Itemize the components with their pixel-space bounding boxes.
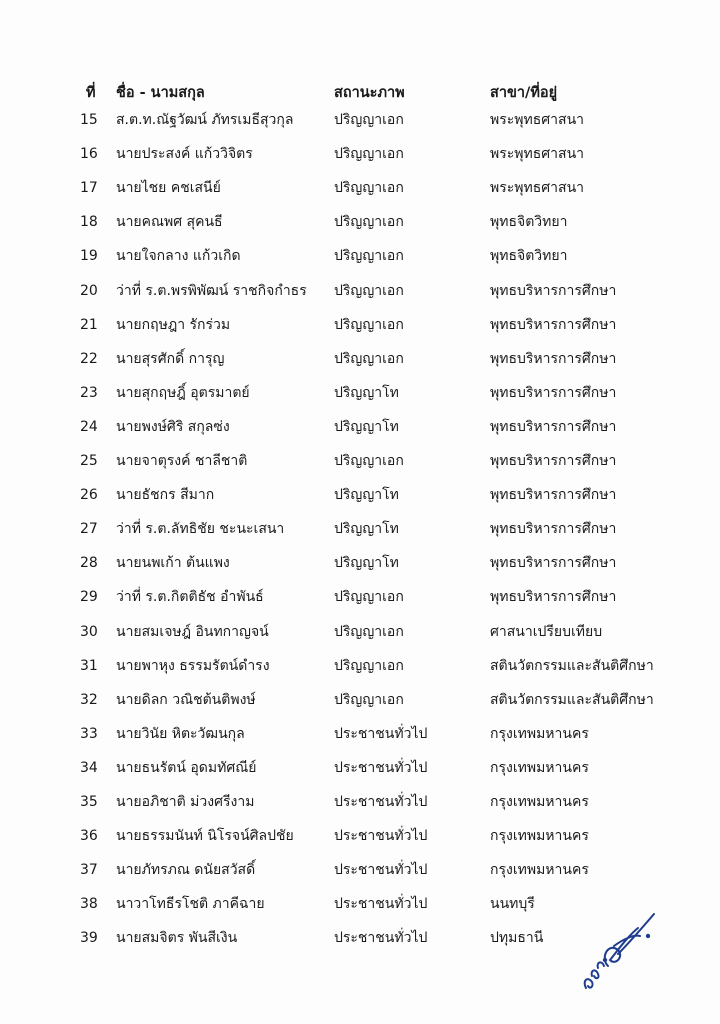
row-status: ปริญญาเอก	[334, 691, 404, 708]
header-status: สถานะภาพ	[334, 85, 405, 101]
row-name: นายประสงค์ แก้ววิจิตร	[116, 146, 253, 163]
row-branch: พระพุทธศาสนา	[490, 112, 584, 128]
row-status: ปริญญาเอก	[334, 657, 404, 674]
row-status: ประชาชนทั่วไป	[334, 862, 428, 879]
table-row	[0, 582, 720, 612]
row-branch: พุทธบริหารการศึกษา	[490, 418, 617, 435]
table-row	[0, 139, 720, 169]
row-branch: กรุงเทพมหานคร	[490, 828, 589, 845]
row-status: ปริญญาเอก	[334, 282, 404, 299]
table-row	[0, 207, 720, 237]
row-name: ว่าที่ ร.ต.พรพิพัฒน์ ราชกิจกำธร	[116, 282, 307, 299]
row-status: ประชาชนทั่วไป	[334, 759, 428, 776]
row-status: ปริญญาเอก	[334, 589, 404, 606]
row-status: ปริญญาเอก	[334, 623, 404, 640]
row-status: ประชาชนทั่วไป	[334, 794, 428, 810]
header-name: ชื่อ - นามสกุล	[116, 85, 205, 101]
row-name: นายพาหุง ธรรมรัตน์ดำรง	[116, 657, 270, 674]
row-number: 25	[80, 453, 98, 469]
table-row	[0, 480, 720, 510]
row-number: 38	[80, 896, 98, 913]
table-row	[0, 514, 720, 544]
row-number: 26	[80, 487, 98, 504]
row-branch: ศาสนาเปรียบเทียบ	[490, 623, 603, 640]
header-branch: สาขา/ที่อยู่	[490, 85, 558, 101]
header-no: ที่	[86, 85, 96, 101]
row-number: 16	[80, 146, 98, 163]
row-name: นายสุกฤษฎิ์ อุตรมาตย์	[116, 384, 250, 401]
row-branch: พุทธจิตวิทยา	[490, 214, 568, 231]
row-status: ประชาชนทั่วไป	[334, 725, 428, 742]
row-number: 39	[80, 930, 98, 947]
table-row	[0, 173, 720, 203]
row-branch: สตินวัตกรรมและสันติศึกษา	[490, 657, 654, 674]
table-row	[0, 787, 720, 817]
row-name: นายใจกลาง แก้วเกิด	[116, 248, 241, 265]
row-status: ประชาชนทั่วไป	[334, 828, 428, 845]
row-branch: พุทธบริหารการศึกษา	[490, 350, 617, 367]
row-branch: พุทธบริหารการศึกษา	[490, 487, 617, 504]
row-name: นายคณพศ สุคนธี	[116, 214, 223, 231]
table-row	[0, 241, 720, 271]
table-row	[0, 412, 720, 442]
row-status: ปริญญาเอก	[334, 248, 404, 265]
row-name: นายสมจิตร พันสีเงิน	[116, 930, 238, 947]
row-branch: นนทบุรี	[490, 896, 535, 913]
row-number: 34	[80, 759, 98, 776]
row-branch: สตินวัตกรรมและสันติศึกษา	[490, 691, 654, 708]
row-name: นายภัทรภณ ดนัยสวัสดิ์	[116, 862, 256, 879]
table-row	[0, 753, 720, 783]
row-name: นายกฤษฎา รักร่วม	[116, 316, 231, 333]
table-row	[0, 276, 720, 306]
row-branch: พุทธจิตวิทยา	[490, 248, 568, 265]
row-number: 23	[80, 384, 98, 401]
row-number: 32	[80, 691, 98, 708]
row-status: ปริญญาโท	[334, 555, 399, 572]
row-name: นายไชย คชเสนีย์	[116, 180, 221, 197]
row-number: 30	[80, 623, 98, 640]
row-name: นายนพเก้า ต้นแพง	[116, 555, 230, 572]
row-name: นายดิลก วณิชต้นติพงษ์	[116, 691, 256, 708]
row-branch: พุทธบริหารการศึกษา	[490, 555, 617, 572]
row-branch: พุทธบริหารการศึกษา	[490, 282, 617, 299]
row-name: นายธัชกร สีมาก	[116, 487, 215, 504]
row-number: 29	[80, 589, 98, 606]
row-status: ปริญญาโท	[334, 487, 399, 504]
row-name: นาวาโทธีรโชติ ภาคีฉาย	[116, 896, 265, 913]
row-number: 31	[80, 657, 98, 674]
row-name: ว่าที่ ร.ต.กิตติธัช อำพันธ์	[116, 589, 264, 606]
row-number: 18	[80, 214, 98, 231]
row-number: 33	[80, 725, 98, 742]
row-number: 27	[80, 521, 98, 538]
row-status: ประชาชนทั่วไป	[334, 896, 428, 913]
row-branch: กรุงเทพมหานคร	[490, 725, 589, 742]
table-row	[0, 310, 720, 340]
row-status: ประชาชนทั่วไป	[334, 930, 428, 947]
row-status: ปริญญาเอก	[334, 316, 404, 333]
row-status: ปริญญาโท	[334, 418, 399, 435]
table-row	[0, 821, 720, 851]
table-row	[0, 548, 720, 578]
row-number: 28	[80, 555, 98, 572]
row-name: ว่าที่ ร.ต.ลัทธิชัย ชะนะเสนา	[116, 521, 285, 538]
row-name: นายจาตุรงค์ ชาลีชาติ	[116, 453, 248, 469]
row-number: 24	[80, 418, 98, 435]
table-header	[0, 78, 720, 108]
table-row	[0, 685, 720, 715]
row-branch: พุทธบริหารการศึกษา	[490, 521, 617, 538]
row-name: นายธรรมนันท์ นิโรจน์ศิลปชัย	[116, 828, 294, 845]
row-status: ปริญญาเอก	[334, 214, 404, 231]
row-status: ปริญญาเอก	[334, 146, 404, 163]
row-number: 22	[80, 350, 98, 367]
row-number: 21	[80, 316, 98, 333]
row-branch: พุทธบริหารการศึกษา	[490, 384, 617, 401]
row-branch: พุทธบริหารการศึกษา	[490, 589, 617, 606]
row-number: 17	[80, 180, 98, 197]
row-branch: พุทธบริหารการศึกษา	[490, 453, 617, 469]
row-name: นายธนรัตน์ อุดมทัศณีย์	[116, 759, 257, 776]
row-name: ส.ต.ท.ณัฐวัฒน์ ภัทรเมธีสุวกุล	[116, 112, 294, 128]
row-name: นายวินัย หิตะวัฒนกุล	[116, 725, 245, 742]
table-row	[0, 446, 720, 476]
row-status: ปริญญาโท	[334, 521, 399, 538]
row-branch: กรุงเทพมหานคร	[490, 794, 589, 810]
row-branch: ปทุมธานี	[490, 930, 544, 947]
row-status: ปริญญาเอก	[334, 180, 404, 197]
row-status: ปริญญาเอก	[334, 453, 404, 469]
row-branch: พุทธบริหารการศึกษา	[490, 316, 617, 333]
table-row	[0, 855, 720, 885]
row-status: ปริญญาเอก	[334, 350, 404, 367]
row-number: 36	[80, 828, 98, 845]
table-row	[0, 719, 720, 749]
table-row	[0, 378, 720, 408]
row-name: นายอภิชาติ ม่วงศรีงาม	[116, 794, 255, 810]
row-status: ปริญญาโท	[334, 384, 399, 401]
table-row	[0, 344, 720, 374]
row-number: 37	[80, 862, 98, 879]
table-row	[0, 105, 720, 135]
row-number: 20	[80, 282, 98, 299]
signature-icon	[578, 906, 658, 996]
row-status: ปริญญาเอก	[334, 112, 404, 128]
row-branch: พระพุทธศาสนา	[490, 180, 584, 197]
row-number: 19	[80, 248, 98, 265]
row-branch: กรุงเทพมหานคร	[490, 862, 589, 879]
row-number: 15	[80, 112, 98, 128]
row-name: นายพงษ์ศิริ สกุลซ่ง	[116, 418, 230, 435]
row-name: นายสมเจษฎ์ อินทกาญจน์	[116, 623, 269, 640]
table-row	[0, 651, 720, 681]
row-branch: พระพุทธศาสนา	[490, 146, 584, 163]
table-row	[0, 617, 720, 647]
row-branch: กรุงเทพมหานคร	[490, 759, 589, 776]
row-name: นายสุรศักดิ์ การุญ	[116, 350, 225, 367]
row-number: 35	[80, 794, 98, 810]
